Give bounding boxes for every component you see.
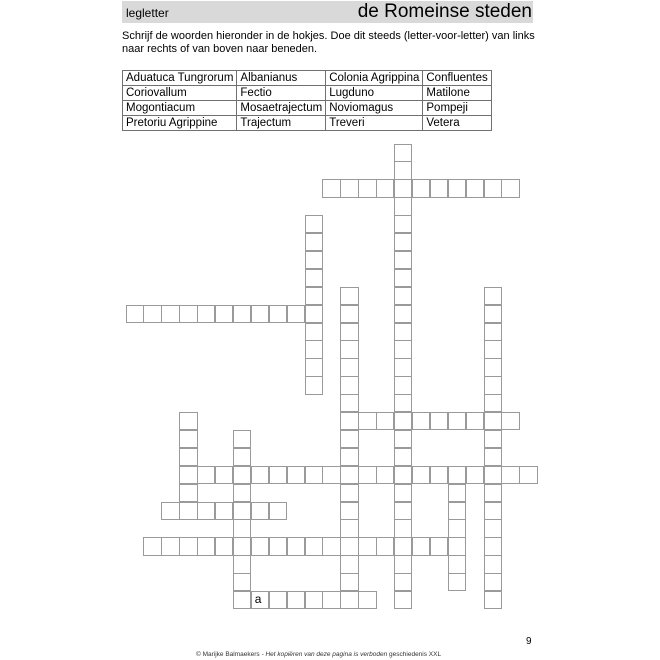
crossword-cell[interactable] xyxy=(484,537,502,555)
crossword-cell[interactable] xyxy=(484,179,502,197)
crossword-cell[interactable] xyxy=(394,215,412,233)
crossword-cell[interactable] xyxy=(305,233,323,251)
word-cell: Mogontiacum xyxy=(123,101,237,116)
crossword-cell[interactable] xyxy=(251,502,269,520)
crossword-cell[interactable] xyxy=(287,466,305,484)
crossword-cell[interactable] xyxy=(394,287,412,305)
crossword-cell[interactable] xyxy=(484,394,502,412)
crossword-cell[interactable] xyxy=(179,537,197,555)
crossword-cell[interactable] xyxy=(501,179,519,197)
crossword-cell[interactable] xyxy=(269,305,287,323)
footer-author: © Marijke Balmaekers xyxy=(196,651,260,658)
crossword-cell[interactable] xyxy=(340,484,358,502)
crossword-cell[interactable] xyxy=(394,144,412,162)
crossword-cell[interactable] xyxy=(305,591,323,609)
word-cell: Trajectum xyxy=(237,116,326,131)
crossword-cell[interactable] xyxy=(233,430,251,448)
crossword-cell[interactable] xyxy=(394,484,412,502)
crossword-cell[interactable] xyxy=(412,412,430,430)
crossword-cell[interactable] xyxy=(305,358,323,376)
crossword-cell[interactable] xyxy=(215,305,233,323)
crossword-cell[interactable] xyxy=(179,466,197,484)
crossword-cell[interactable] xyxy=(448,484,466,502)
crossword-cell[interactable] xyxy=(358,412,376,430)
crossword-cell[interactable] xyxy=(519,466,537,484)
crossword-cell[interactable] xyxy=(448,555,466,573)
crossword-cell[interactable] xyxy=(233,484,251,502)
crossword-cell[interactable] xyxy=(340,555,358,573)
crossword-cell[interactable] xyxy=(394,197,412,215)
crossword-cell[interactable] xyxy=(448,412,466,430)
crossword-cell[interactable] xyxy=(394,448,412,466)
crossword-cell[interactable] xyxy=(305,466,323,484)
crossword-cell[interactable] xyxy=(394,340,412,358)
crossword-cell[interactable] xyxy=(394,502,412,520)
crossword-cell[interactable] xyxy=(484,484,502,502)
crossword-cell[interactable] xyxy=(233,502,251,520)
crossword-cell[interactable] xyxy=(287,591,305,609)
crossword-cell[interactable] xyxy=(233,466,251,484)
crossword-cell[interactable] xyxy=(430,537,448,555)
crossword-cell[interactable] xyxy=(197,466,215,484)
crossword-cell[interactable] xyxy=(484,573,502,591)
footer-brand: geschiedenis XXL xyxy=(389,651,442,658)
crossword-cell[interactable] xyxy=(251,466,269,484)
crossword-cell[interactable] xyxy=(305,215,323,233)
crossword-cell[interactable] xyxy=(269,537,287,555)
crossword-cell[interactable] xyxy=(394,179,412,197)
crossword-cell[interactable] xyxy=(448,502,466,520)
crossword-cell[interactable] xyxy=(376,537,394,555)
crossword-cell[interactable] xyxy=(484,502,502,520)
crossword-cell[interactable] xyxy=(394,358,412,376)
crossword-cell[interactable] xyxy=(484,555,502,573)
crossword-cell-given-letter[interactable]: a xyxy=(251,591,269,609)
word-cell: Vetera xyxy=(423,116,491,131)
crossword-cell[interactable] xyxy=(394,269,412,287)
crossword-cell[interactable] xyxy=(484,323,502,341)
crossword-cell[interactable] xyxy=(394,161,412,179)
crossword-cell[interactable] xyxy=(376,412,394,430)
crossword-cell[interactable] xyxy=(484,519,502,537)
crossword-cell[interactable] xyxy=(269,591,287,609)
crossword-cell[interactable] xyxy=(197,502,215,520)
crossword-cell[interactable] xyxy=(340,376,358,394)
crossword-cell[interactable] xyxy=(484,412,502,430)
crossword-cell[interactable] xyxy=(358,537,376,555)
crossword-cell[interactable] xyxy=(233,591,251,609)
crossword-cell[interactable] xyxy=(305,376,323,394)
crossword-cell[interactable] xyxy=(197,305,215,323)
crossword-cell[interactable] xyxy=(340,412,358,430)
crossword-cell[interactable] xyxy=(251,305,269,323)
crossword-cell[interactable] xyxy=(394,394,412,412)
crossword-cell[interactable] xyxy=(305,287,323,305)
crossword-cell[interactable] xyxy=(340,394,358,412)
crossword-cell[interactable] xyxy=(466,466,484,484)
crossword-cell[interactable] xyxy=(305,537,323,555)
crossword-cell[interactable] xyxy=(233,519,251,537)
crossword-cell[interactable] xyxy=(394,519,412,537)
crossword-cell[interactable] xyxy=(448,466,466,484)
crossword-cell[interactable] xyxy=(233,537,251,555)
crossword-cell[interactable] xyxy=(322,466,340,484)
instructions-text: Schrijf de woorden hieronder in de hokjes. Doe dit steeds (letter-voor-letter) van links naar rechts of van boven naar beneden. xyxy=(122,30,535,55)
word-cell: Lugduno xyxy=(326,86,423,101)
crossword-cell[interactable] xyxy=(466,179,484,197)
crossword-cell[interactable] xyxy=(233,448,251,466)
crossword-cell[interactable] xyxy=(161,502,179,520)
crossword-cell[interactable] xyxy=(340,305,358,323)
crossword-cell[interactable] xyxy=(484,287,502,305)
crossword-cell[interactable] xyxy=(305,269,323,287)
crossword-cell[interactable] xyxy=(340,537,358,555)
crossword-cell[interactable] xyxy=(394,555,412,573)
crossword-cell[interactable] xyxy=(340,448,358,466)
crossword-cell[interactable] xyxy=(430,179,448,197)
crossword-cell[interactable] xyxy=(251,537,269,555)
crossword-cell[interactable] xyxy=(143,537,161,555)
crossword-cell[interactable] xyxy=(430,412,448,430)
crossword-cell[interactable] xyxy=(484,305,502,323)
crossword-cell[interactable] xyxy=(448,179,466,197)
crossword-cell[interactable] xyxy=(215,466,233,484)
crossword-cell[interactable] xyxy=(340,573,358,591)
crossword-cell[interactable] xyxy=(322,179,340,197)
crossword-cell[interactable] xyxy=(484,448,502,466)
word-cell: Treveri xyxy=(326,116,423,131)
crossword-cell[interactable] xyxy=(501,466,519,484)
crossword-cell[interactable] xyxy=(340,519,358,537)
crossword-cell[interactable] xyxy=(269,502,287,520)
crossword-cell[interactable] xyxy=(358,466,376,484)
crossword-cell[interactable] xyxy=(358,179,376,197)
crossword-cell[interactable] xyxy=(340,466,358,484)
crossword-cell[interactable] xyxy=(394,323,412,341)
crossword-cell[interactable] xyxy=(305,251,323,269)
crossword-cell[interactable] xyxy=(161,305,179,323)
crossword-cell[interactable] xyxy=(287,305,305,323)
crossword-cell[interactable] xyxy=(143,305,161,323)
crossword-cell[interactable] xyxy=(215,502,233,520)
crossword-cell[interactable] xyxy=(448,519,466,537)
crossword-cell[interactable] xyxy=(484,376,502,394)
crossword-cell[interactable] xyxy=(340,287,358,305)
crossword-cell[interactable] xyxy=(126,305,144,323)
crossword-cell[interactable] xyxy=(161,537,179,555)
crossword-cell[interactable] xyxy=(376,179,394,197)
crossword-cell[interactable] xyxy=(394,573,412,591)
crossword-cell[interactable] xyxy=(197,537,215,555)
word-cell: Confluentes xyxy=(423,71,491,86)
crossword-cell[interactable] xyxy=(501,412,519,430)
word-cell: Aduatuca Tungrorum xyxy=(123,71,237,86)
crossword-cell[interactable] xyxy=(448,537,466,555)
crossword-cell[interactable] xyxy=(179,430,197,448)
crossword-cell[interactable] xyxy=(340,340,358,358)
word-cell: Pompeji xyxy=(423,101,491,116)
crossword-cell[interactable] xyxy=(322,537,340,555)
crossword-cell[interactable] xyxy=(322,591,340,609)
crossword-cell[interactable] xyxy=(484,340,502,358)
footer-notice: - Het kopiëren van deze pagina is verboden xyxy=(261,651,388,658)
crossword-cell[interactable] xyxy=(394,233,412,251)
crossword-cell[interactable] xyxy=(179,305,197,323)
crossword-cell[interactable] xyxy=(340,591,358,609)
crossword-cell[interactable] xyxy=(394,591,412,609)
crossword-cell[interactable] xyxy=(305,340,323,358)
crossword-cell[interactable] xyxy=(269,466,287,484)
crossword-cell[interactable] xyxy=(394,537,412,555)
crossword-cell[interactable] xyxy=(466,412,484,430)
crossword-cell[interactable] xyxy=(179,448,197,466)
crossword-cell[interactable] xyxy=(412,537,430,555)
word-cell: Noviomagus xyxy=(326,101,423,116)
crossword-cell[interactable] xyxy=(287,537,305,555)
crossword-cell[interactable] xyxy=(340,358,358,376)
crossword-cell[interactable] xyxy=(394,430,412,448)
word-cell: Matilone xyxy=(423,86,491,101)
crossword-cell[interactable] xyxy=(484,430,502,448)
word-cell: Pretoriu Agrippine xyxy=(123,116,237,131)
crossword-cell[interactable] xyxy=(484,591,502,609)
crossword-cell[interactable] xyxy=(233,305,251,323)
crossword-cell[interactable] xyxy=(233,555,251,573)
crossword-cell[interactable] xyxy=(394,466,412,484)
crossword-cell[interactable] xyxy=(358,591,376,609)
crossword-cell[interactable] xyxy=(412,179,430,197)
crossword-cell[interactable] xyxy=(394,412,412,430)
crossword-cell[interactable] xyxy=(448,573,466,591)
crossword-cell[interactable] xyxy=(394,376,412,394)
crossword-cell[interactable] xyxy=(394,251,412,269)
word-cell: Coriovallum xyxy=(123,86,237,101)
crossword-cell[interactable] xyxy=(340,430,358,448)
crossword-cell[interactable] xyxy=(376,466,394,484)
crossword-cell[interactable] xyxy=(394,305,412,323)
word-cell: Colonia Agrippina xyxy=(326,71,423,86)
crossword-cell[interactable] xyxy=(340,179,358,197)
word-cell: Fectio xyxy=(237,86,326,101)
page-number: 9 xyxy=(526,636,532,647)
crossword-cell[interactable] xyxy=(305,305,323,323)
header-left-label: legletter xyxy=(126,6,169,20)
footer xyxy=(196,651,441,658)
crossword-cell[interactable] xyxy=(233,573,251,591)
crossword-cell[interactable] xyxy=(215,537,233,555)
crossword-cell[interactable] xyxy=(340,502,358,520)
crossword-cell[interactable] xyxy=(179,412,197,430)
crossword-cell[interactable] xyxy=(484,466,502,484)
page-title: de Romeinse steden xyxy=(357,1,532,22)
crossword-cell[interactable] xyxy=(484,358,502,376)
crossword-cell[interactable] xyxy=(340,323,358,341)
word-cell: Albanianus xyxy=(237,71,326,86)
crossword-cell[interactable] xyxy=(179,502,197,520)
word-cell: Mosaetrajectum xyxy=(237,101,326,116)
crossword-cell[interactable] xyxy=(305,323,323,341)
crossword-cell[interactable] xyxy=(430,466,448,484)
crossword-cell[interactable] xyxy=(412,466,430,484)
crossword-cell[interactable] xyxy=(179,484,197,502)
